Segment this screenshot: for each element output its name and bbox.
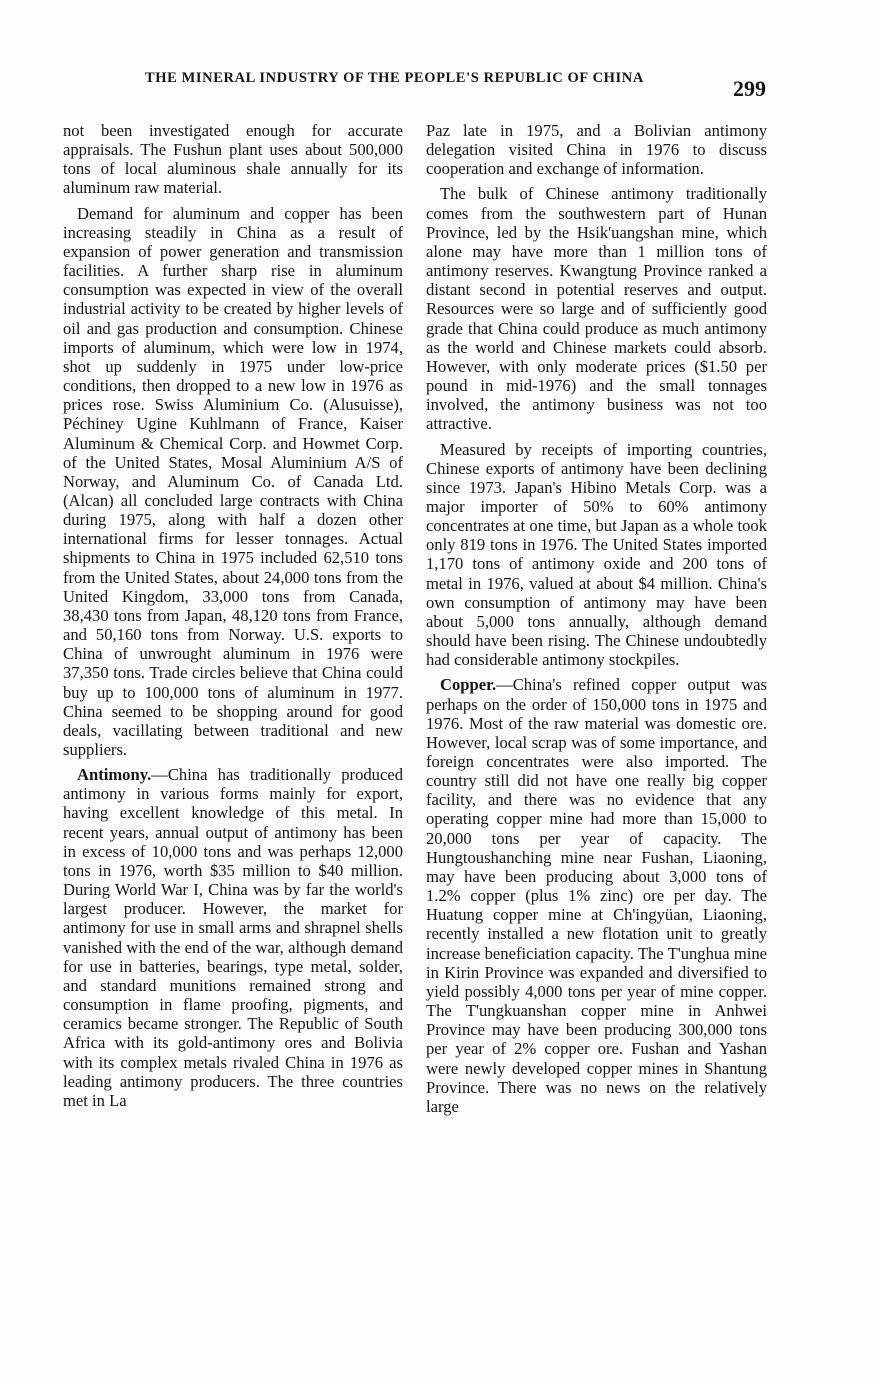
paragraph-copper-body: —China's refined copper output was perhaps on the order of 150,000 tons in 1975 and 1976. Most of the raw material was domestic ore. However, local scrap was of some importance, and foreign concentrates were also imported. The country still did not have one really big copper facility, and there was no evidence that any operating copper mine had more than 15,000 to 20,000 tons per year of capacity. The Hungtoushanching mine near Fushan, Liaoning, may have been producing about 3,000 tons of 1.2% copper (plus 1% zinc) ore per day. The Huatung copper mine at Ch'ingyüan, Liaoning, recently installed a new flotation unit to greatly increase beneficiation capacity. The T'unghua mine in Kirin Province was expanded and diversified to yield possibly 4,000 tons per year of mine copper. The T'ungkuanshan copper mine in Anhwei Province may have been producing 300,000 tons per year of 2% copper ore. Fushan and Yashan were newly developed copper mines in Shantung Province. There was no news on the relatively large (426, 675, 767, 1116)
right-column (426, 121, 767, 1122)
paragraph-aluminum-demand: Demand for aluminum and copper has been increasing steadily in China as a result of expansion of power generation and transmission facilities. A further sharp rise in aluminum consumption was expected in view of the overall industrial activity to be created by higher levels of oil and gas production and consumption. Chinese imports of aluminum, which were low in 1974, shot up suddenly in 1975 under low-price conditions, then dropped to a new low in 1976 as prices rose. Swiss Aluminium Co. (Alusuisse), Péchiney Ugine Kuhlmann of France, Kaiser Aluminum & Chemical Corp. and Howmet Corp. of the United States, Mosal Aluminium A/S of Norway, and Aluminum Co. of Canada Ltd. (Alcan) all concluded large contracts with China during 1975, along with half a dozen other international firms for lesser tonnages. Actual shipments to China in 1975 included 62,510 tons from the United States, about 24,000 tons from the United Kingdom, 33,000 tons from Canada, 38,430 tons from Japan, 48,120 tons from France, and 50,160 tons from Norway. U.S. exports to China of unwrought aluminum in 1976 were 37,350 tons. Trade circles believe that China could buy up to 100,000 tons of aluminum in 1977. China seemed to be shopping around for good deals, vacillating between traditional and new suppliers. (63, 203, 403, 759)
running-header: THE MINERAL INDUSTRY OF THE PEOPLE'S REPUBLIC OF CHINA (145, 70, 644, 86)
left-column (63, 121, 403, 1116)
page-number: 299 (733, 76, 766, 101)
paragraph-hunan-antimony: The bulk of Chinese antimony traditionally comes from the southwestern part of Hunan Province, led by the Hsik'uangshan mine, which alone may have more than 1 million tons of antimony reserves. Kwangtung Province ranked a distant second in potential reserves and output. Resources were so large and of sufficiently good grade that China could produce as much antimony as the world and Chinese markets could absorb. However, with only moderate prices ($1.50 per pound in mid-1976) and the small tonnages involved, the antimony business was not too attractive. (426, 184, 767, 434)
paragraph-antimony-exports: Measured by receipts of importing countries, Chinese exports of antimony have been declining since 1973. Japan's Hibino Metals Corp. was a major importer of 50% to 60% antimony concentrates at one time, but Japan as a whole took only 819 tons in 1976. The United States imported 1,170 tons of antimony oxide and 200 tons of metal in 1976, valued at about $4 million. China's own consumption of antimony may have been about 5,000 tons annually, although demand should have been rising. The Chinese undoubtedly had considerable antimony stockpiles. (426, 439, 767, 670)
section-heading-copper: Copper. (440, 675, 497, 695)
paragraph-bolivia-delegation: Paz late in 1975, and a Bolivian antimony delegation visited China in 1976 to discuss cooperation and exchange of information. (426, 121, 767, 179)
paragraph-antimony (63, 765, 403, 1110)
paragraph-aluminous-shale: not been investigated enough for accurate appraisals. The Fushun plant uses about 500,000 tons of local aluminous shale annually for its aluminum raw material. (63, 121, 403, 198)
section-heading-antimony: Antimony. (77, 765, 152, 785)
paragraph-antimony-body: —China has traditionally produced antimony in various forms mainly for export, having excellent knowledge of this metal. In recent years, annual output of antimony has been in excess of 10,000 tons and was perhaps 12,000 tons in 1976, worth $35 million to $40 million. During World War I, China was by far the world's largest producer. However, the market for antimony for use in small arms and shrapnel shells vanished with the end of the war, although demand for use in batteries, bearings, type metal, solder, and standard munitions remained strong and consumption in flame proofing, pigments, and ceramics became stronger. The Republic of South Africa with its gold-antimony ores and Bolivia with its complex metals rivaled China in 1976 as leading antimony producers. The three countries met in La (63, 765, 403, 1110)
paragraph-copper (426, 675, 767, 1116)
